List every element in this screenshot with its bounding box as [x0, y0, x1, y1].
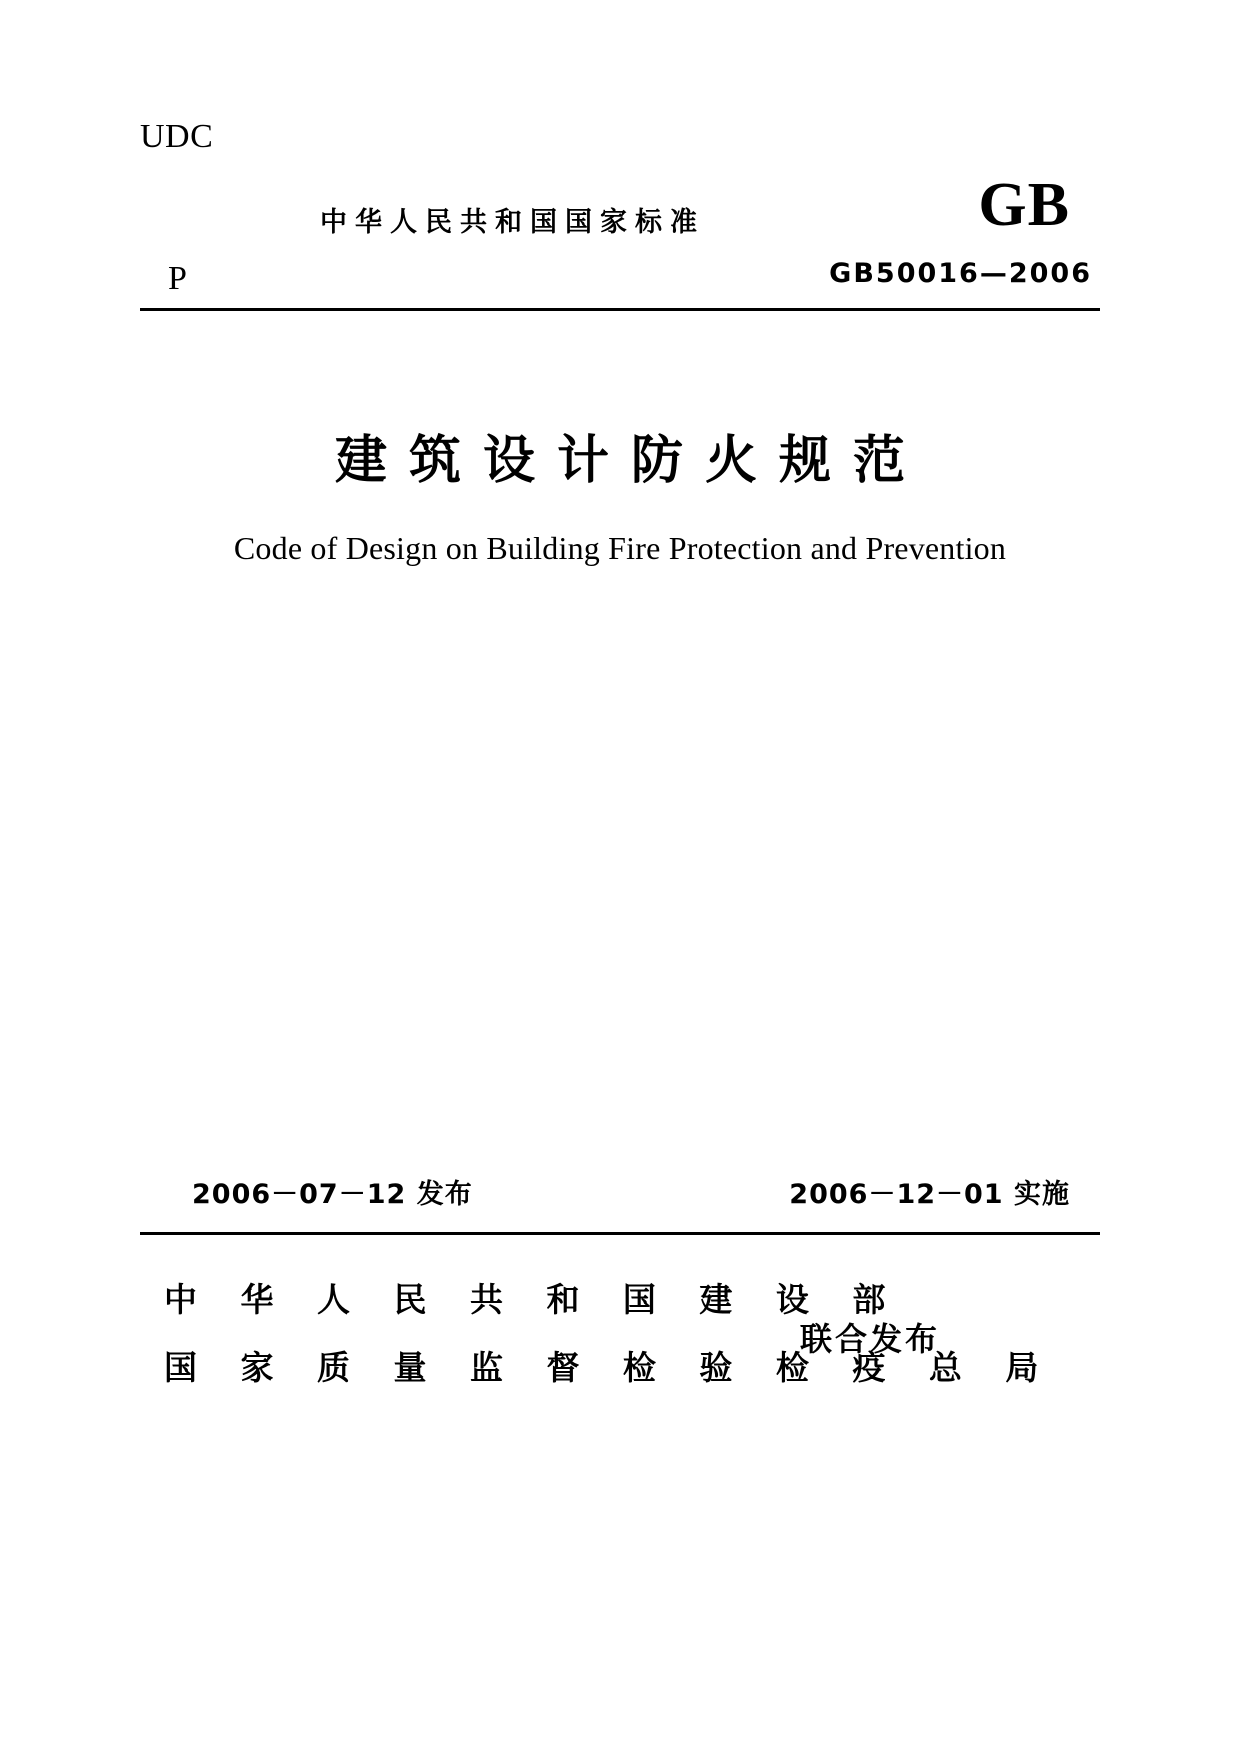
page-title-chinese: 建筑设计防火规范	[334, 431, 927, 491]
gb-mark: GB	[978, 171, 1070, 239]
cover-header	[140, 118, 1100, 318]
publisher-line-2: 国 家 质 量 监 督 检 验 检 疫 总 局	[164, 1348, 1055, 1387]
issue-date: 2006－07－12 发布	[192, 1179, 473, 1210]
date-row	[140, 1172, 1100, 1220]
publisher-block	[140, 1266, 1100, 1416]
national-standard-label: 中华人民共和国国家标准	[320, 207, 705, 238]
classification-code: P	[168, 260, 187, 297]
header-divider	[140, 308, 1100, 311]
standard-number: GB50016—2006	[829, 258, 1092, 289]
effective-date: 2006－12－01 实施	[789, 1179, 1070, 1210]
footer-divider	[140, 1232, 1100, 1235]
joint-issue-label: 联合发布	[800, 1320, 941, 1358]
udc-label: UDC	[140, 118, 214, 155]
page-title-english: Code of Design on Building Fire Protection and Prevention	[233, 530, 1007, 566]
publisher-line-1: 中 华 人 民 共 和 国 建 设 部	[164, 1280, 902, 1319]
